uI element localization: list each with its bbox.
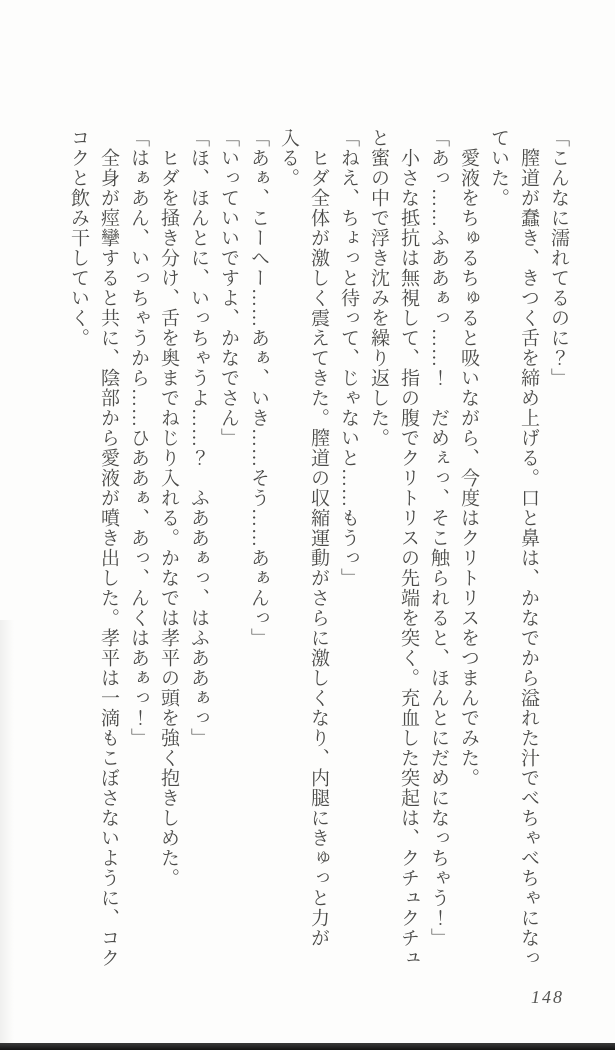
scan-shadow [0,620,14,1050]
text-column: 「いっていいですよ、かなでさん」 [218,128,239,448]
text-column: 「ほ、ほんとに、いっちゃうよ……？ ふああぁっ、はふああぁっ」 [188,128,209,748]
text-column: 「はぁあん、いっちゃうから……ひああぁ、あっ、んくはあぁっ！」 [128,128,149,748]
text-column: 小さな抵抗は無視して、指の腹でクリトリスの先端を突く。充血した突起は、クチュクチュ [398,128,419,968]
text-column: 膣道が蠢き、きつく舌を締め上げる。口と鼻は、かなでから溢れた汁でべちゃべちゃになっ [518,128,539,968]
text-column: と蜜の中で浮き沈みを繰り返した。 [368,128,389,448]
text-column: コクと飲み干していく。 [68,128,89,348]
text-column: ていた。 [488,128,509,208]
text-column: 全身が痙攣すると共に、陰部から愛液が噴き出した。孝平は一滴もこぼさないように、コク [98,128,119,968]
text-column: 愛液をちゅるちゅると吸いながら、今度はクリトリスをつまんでみた。 [458,128,479,788]
text-column: ヒダを掻き分け、舌を奥までねじり入れる。かなでは孝平の頭を強く抱きしめた。 [158,128,179,888]
text-column: ヒダ全体が激しく震えてきた。膣道の収縮運動がさらに激しくなり、内腿にきゅっと力が [308,128,329,948]
page-bottom-edge [0,1043,615,1050]
text-column: 「あっ……ふああぁっ……！ だめぇっ、そこ触られると、ほんとにだめになっちゃう！」 [428,128,449,948]
text-column: 「ねえ、ちょっと待って、じゃないと……もうっ」 [338,128,359,588]
page-text [63,128,573,968]
page-number: 148 [531,987,564,1007]
text-column: 入る。 [278,128,299,188]
text-column: 「こんなに濡れてるのに？」 [548,128,569,388]
text-column: 「あぁ、こーへー……あぁ、いき……そう……あぁんっ」 [248,128,269,648]
